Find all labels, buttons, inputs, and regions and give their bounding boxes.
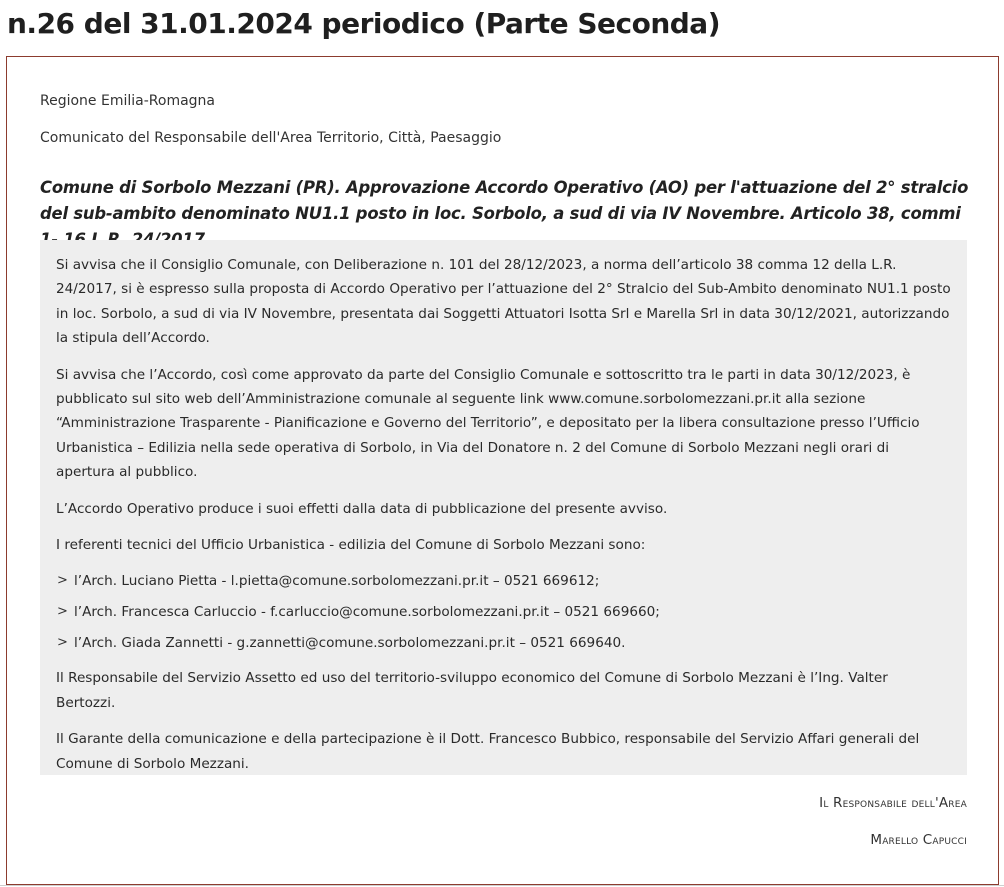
signature-role: Il Responsabile dell'Area <box>819 795 967 811</box>
contact-text: l’Arch. Luciano Pietta - l.pietta@comune.sorbolomezzani.pr.it – 0521 669612; <box>74 573 600 590</box>
chevron-right-icon: > <box>57 573 68 589</box>
chevron-right-icon: > <box>57 635 68 651</box>
body-paragraph: I referenti tecnici del Ufficio Urbanistica - edilizia del Comune di Sorbolo Mezzani sono: <box>56 537 646 554</box>
contact-item <box>56 600 951 624</box>
body-paragraph: Il Garante della comunicazione e della partecipazione è il Dott. Francesco Bubbico, responsabile del Servizio Affari generali del Comune di Sorbolo Mezzani. <box>56 731 920 772</box>
signature-name: Marello Capucci <box>870 832 967 848</box>
page-heading: n.26 del 31.01.2024 periodico (Parte Seconda) <box>7 7 720 40</box>
contact-item <box>56 631 951 655</box>
notice-title: Comune di Sorbolo Mezzani (PR). Approvazione Accordo Operativo (AO) per l'attuazione del 2° stralcio del sub-ambito denominato NU1.1 posto in loc. Sorbolo, a sud di via IV Novembre. Articolo 38, commi <box>40 178 969 223</box>
notice-frame <box>6 56 999 885</box>
region-label: Regione Emilia-Romagna <box>40 93 215 109</box>
communique-label: Comunicato del Responsabile dell'Area Territorio, Città, Paesaggio <box>40 130 502 146</box>
body-paragraph: Si avvisa che il Consiglio Comunale, con Deliberazione n. 101 del 28/12/2023, a norma dell’articolo 38 comma 12 della L.R. 24/2017, si è espresso sulla proposta di Accordo Operativo per l’attuazione del 2° Stralcio del Sub-Ambito denominato NU1.1 posto in loc. Sorbolo, a sud di via IV Novembre, presentata dai Soggetti Attuatori Isotta Srl e Marella Srl in data 30/12/2021, autorizzando la stipula dell’Accordo. <box>56 257 951 347</box>
body-paragraph: L’Accordo Operativo produce i suoi effetti dalla data di pubblicazione del presente avviso. <box>56 500 668 517</box>
chevron-right-icon: > <box>57 604 68 620</box>
body-paragraph: Si avvisa che l’Accordo, così come approvato da parte del Consiglio Comunale e sottoscritto tra le parti in data 30/12/2023, è pubblicato sul sito web dell’Amministrazione comunale al seguente link www.comune.sorbolomezzani.pr.it alla sezione “Amministrazione Trasparente - Pianificazione e Governo del Territorio”, e depositato per la libera consultazione presso l’Ufficio Urbanistica – Edilizia nella sede operativa di Sorbolo, in Via del Donatore n. 2 del Comune di Sorbolo Mezzani negli orari di apertura al pubblico. <box>56 366 920 481</box>
divider <box>0 885 1004 886</box>
contact-text: l’Arch. Giada Zannetti - g.zannetti@comune.sorbolomezzani.pr.it – 0521 669640. <box>74 635 626 652</box>
notice-body <box>40 240 967 775</box>
contact-item <box>56 569 951 593</box>
contact-text: l’Arch. Francesca Carluccio - f.carluccio@comune.sorbolomezzani.pr.it – 0521 669660; <box>74 604 660 621</box>
body-paragraph: Il Responsabile del Servizio Assetto ed uso del territorio-sviluppo economico del Comune di Sorbolo Mezzani è l’Ing. Valter Bertozzi. <box>56 670 888 711</box>
contacts-list <box>56 569 951 655</box>
